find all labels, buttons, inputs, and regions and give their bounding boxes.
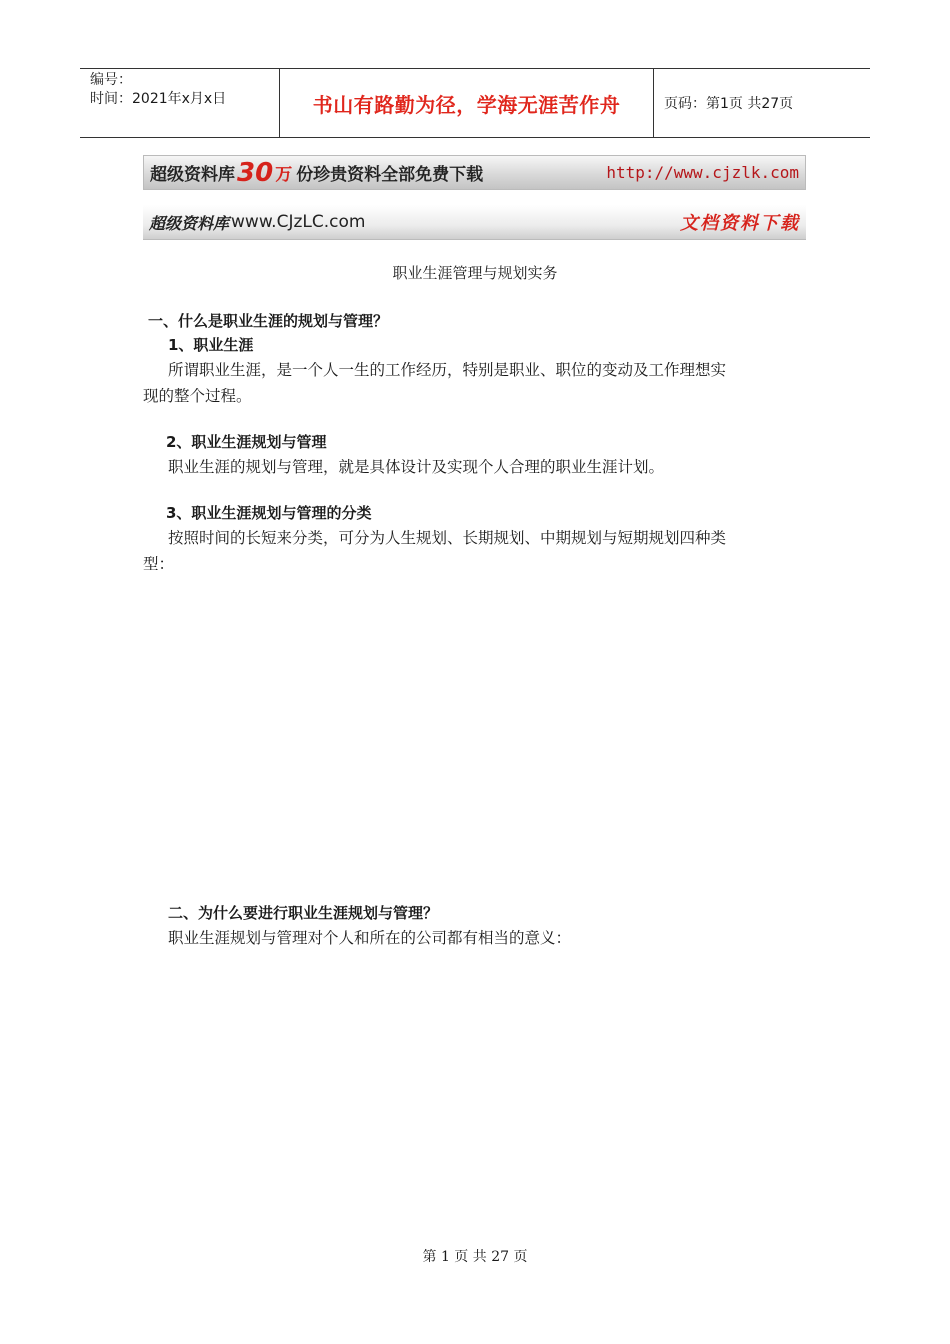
subsection-1-heading: 1、职业生涯 [168,336,254,354]
header-motto-cell [280,69,654,137]
header-meta-cell [80,69,280,137]
banner2-site-link[interactable]: www.CJzLC.com [231,212,366,232]
subsection-3-line2: 型： [143,555,175,573]
subsection-3-heading: 3、职业生涯规划与管理的分类 [166,504,372,522]
banner2-download-label: 文档资料下载 [680,213,800,234]
subsection-1-line1: 所谓职业生涯，是一个人一生的工作经历，特别是职业、职位的变动及工作理想实 [168,361,727,379]
banner1-unit: 万 [275,165,293,185]
page-info: 页码：第1页 共27页 [664,96,794,112]
section1-heading: 一、什么是职业生涯的规划与管理？ [148,312,389,330]
subsection-3-line1: 按照时间的长短来分类，可分为人生规划、长期规划、中期规划与短期规划四种类 [168,529,727,547]
document-title: 职业生涯管理与规划实务 [392,264,558,282]
motto-text: 书山有路勤为径，学海无涯苦作舟 [312,92,621,117]
section2-line1: 职业生涯规划与管理对个人和所在的公司都有相当的意义： [168,929,572,947]
time-label: 时间：2021年x月x日 [90,91,227,107]
banner2-brand: 超级资料库 [149,213,230,233]
section2-heading: 二、为什么要进行职业生涯规划与管理？ [168,904,439,922]
subsection-1-line2: 现的整个过程。 [143,387,252,405]
banner1-url-link[interactable]: http://www.cjzlk.com [606,163,799,182]
banner1-slogan: 份珍贵资料全部免费下载 [296,165,484,185]
page-footer: 第 1 页 共 27 页 [422,1249,528,1265]
promo-banner-download[interactable] [143,155,806,190]
document-header [80,68,870,138]
header-page-cell [654,69,870,137]
number-label: 编号： [90,72,132,88]
subsection-2-heading: 2、职业生涯规划与管理 [166,433,327,451]
promo-banner-site[interactable] [143,205,806,240]
banner1-brand: 超级资料库 [150,165,235,185]
banner1-number: 30 [237,157,274,188]
subsection-2-line1: 职业生涯的规划与管理，就是具体设计及实现个人合理的职业生涯计划。 [168,458,665,476]
